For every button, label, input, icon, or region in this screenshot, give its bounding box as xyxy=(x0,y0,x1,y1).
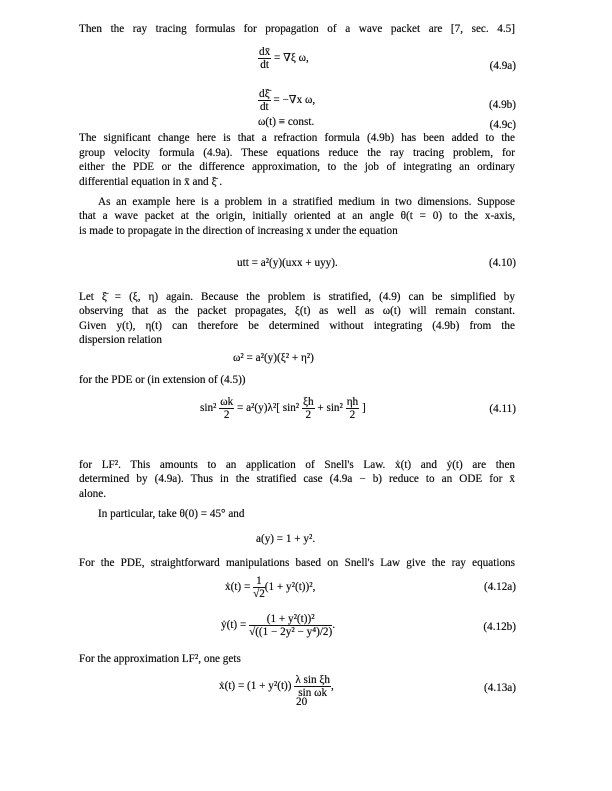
equation-4-9a xyxy=(258,46,309,71)
numerator: λ sin ξh xyxy=(295,674,330,686)
text-line: group velocity formula (4.9a). These equations reduce the ray tracing problem, for xyxy=(79,147,515,159)
numerator: ωk xyxy=(220,396,234,408)
denominator: √((1 − 2y² − y⁴)/2) xyxy=(249,626,333,638)
text-line: As an example here is a problem in a stratified medium in two dimensions. Suppose xyxy=(98,196,515,208)
equation-a-of-y: a(y) = 1 + y². xyxy=(256,533,316,545)
equation-label: (4.12b) xyxy=(483,621,516,633)
numerator: ξh xyxy=(302,396,314,408)
text-line: Let ξ̄ = (ξ, η) again. Because the problem is stratified, (4.9) can be simplified by xyxy=(79,291,515,303)
equation-label: (4.12a) xyxy=(484,581,516,593)
text-line: for the PDE or (in extension of (4.5)) xyxy=(79,374,246,386)
text-line: alone. xyxy=(79,488,107,500)
equation-lhs: ẏ(t) = xyxy=(221,619,247,632)
denominator: 2 xyxy=(349,409,356,421)
equation-label: (4.13a) xyxy=(484,682,516,694)
text-line: for LF². This amounts to an application of Snell's Law. ẋ(t) and ẏ(t) are then xyxy=(79,459,515,471)
text-line: For the PDE, straightforward manipulations based on Snell's Law give the ray equations xyxy=(79,557,515,569)
equation-rhs: . xyxy=(332,619,336,632)
denominator: sin ωk xyxy=(298,687,328,699)
numerator: dξ̄ xyxy=(259,88,270,100)
equation-4-13a xyxy=(219,674,334,699)
equation-label: (4.10) xyxy=(488,257,516,269)
text-line: is made to propagate in the direction of increasing x under the equation xyxy=(79,225,398,237)
text-line: Given y(t), η(t) can therefore be determined without integrating (4.9b) from the xyxy=(79,320,515,332)
text-line: The significant change here is that a refraction formula (4.9b) has been added to the xyxy=(79,132,515,144)
equation-part: = a²(y)λ²[ sin² xyxy=(236,402,300,415)
dispersion-relation-equation: ω² = a²(y)(ξ² + η²) xyxy=(233,352,314,364)
text-line: either the PDE or the difference approximation, to the job of integrating an ordinary xyxy=(79,161,515,173)
equation-4-10: utt = a²(y)(uxx + uyy). xyxy=(237,257,338,269)
page-number: 20 xyxy=(296,696,308,708)
equation-label: (4.9a) xyxy=(489,60,516,72)
equation-rhs: = ∇ξ ω, xyxy=(273,52,309,65)
equation-rhs: (1 + y²(t))², xyxy=(264,581,316,594)
text-line: For the approximation LF², one gets xyxy=(79,653,241,665)
text-line: that a wave packet at the origin, initially oriented at an angle θ(t = 0) to the x-axis, xyxy=(79,210,515,222)
equation-part: ] xyxy=(361,402,366,415)
equation-lhs: ẋ(t) = xyxy=(225,581,251,594)
equation-part: + sin² xyxy=(317,402,343,415)
denominator: dt xyxy=(260,59,269,71)
equation-lhs: ẋ(t) = (1 + y²(t)) xyxy=(219,680,292,693)
equation-4-9b xyxy=(258,88,315,113)
equation-4-12b xyxy=(221,613,335,638)
equation-4-12a xyxy=(225,575,315,600)
text-line: observing that as the packet propagates, ξ(t) as well as ω(t) will remain constant. xyxy=(79,305,515,317)
text-line: determined by (4.9a). Thus in the stratified case (4.9a − b) reduce to an ODE for x̄ xyxy=(79,473,515,485)
denominator: 2 xyxy=(223,409,230,421)
denominator: dt xyxy=(259,101,269,113)
equation-label: (4.9c) xyxy=(489,119,516,131)
equation-rhs: , xyxy=(330,680,334,693)
text-line: differential equation in x̄ and ξ̄ . xyxy=(79,176,223,188)
text-line: Then the ray tracing formulas for propagation of a wave packet are [7, sec. 4.5] xyxy=(79,23,515,35)
equation-rhs: = −∇x ω, xyxy=(273,94,316,107)
equation-4-11 xyxy=(200,396,366,421)
equation-label: (4.11) xyxy=(489,403,516,415)
equation-label: (4.9b) xyxy=(488,99,516,111)
denominator: 2 xyxy=(305,409,312,421)
denominator: √2 xyxy=(253,588,265,600)
equation-4-9c: ω(t) ≡ const. xyxy=(258,116,315,128)
numerator: ηh xyxy=(346,396,359,408)
equation-part: sin² xyxy=(200,402,217,415)
numerator: 1 xyxy=(253,575,265,588)
numerator: (1 + y²(t))² xyxy=(249,613,332,626)
text-line: dispersion relation xyxy=(79,334,162,346)
text-line: In particular, take θ(0) = 45° and xyxy=(98,508,245,520)
numerator: dx̄ xyxy=(259,46,271,58)
